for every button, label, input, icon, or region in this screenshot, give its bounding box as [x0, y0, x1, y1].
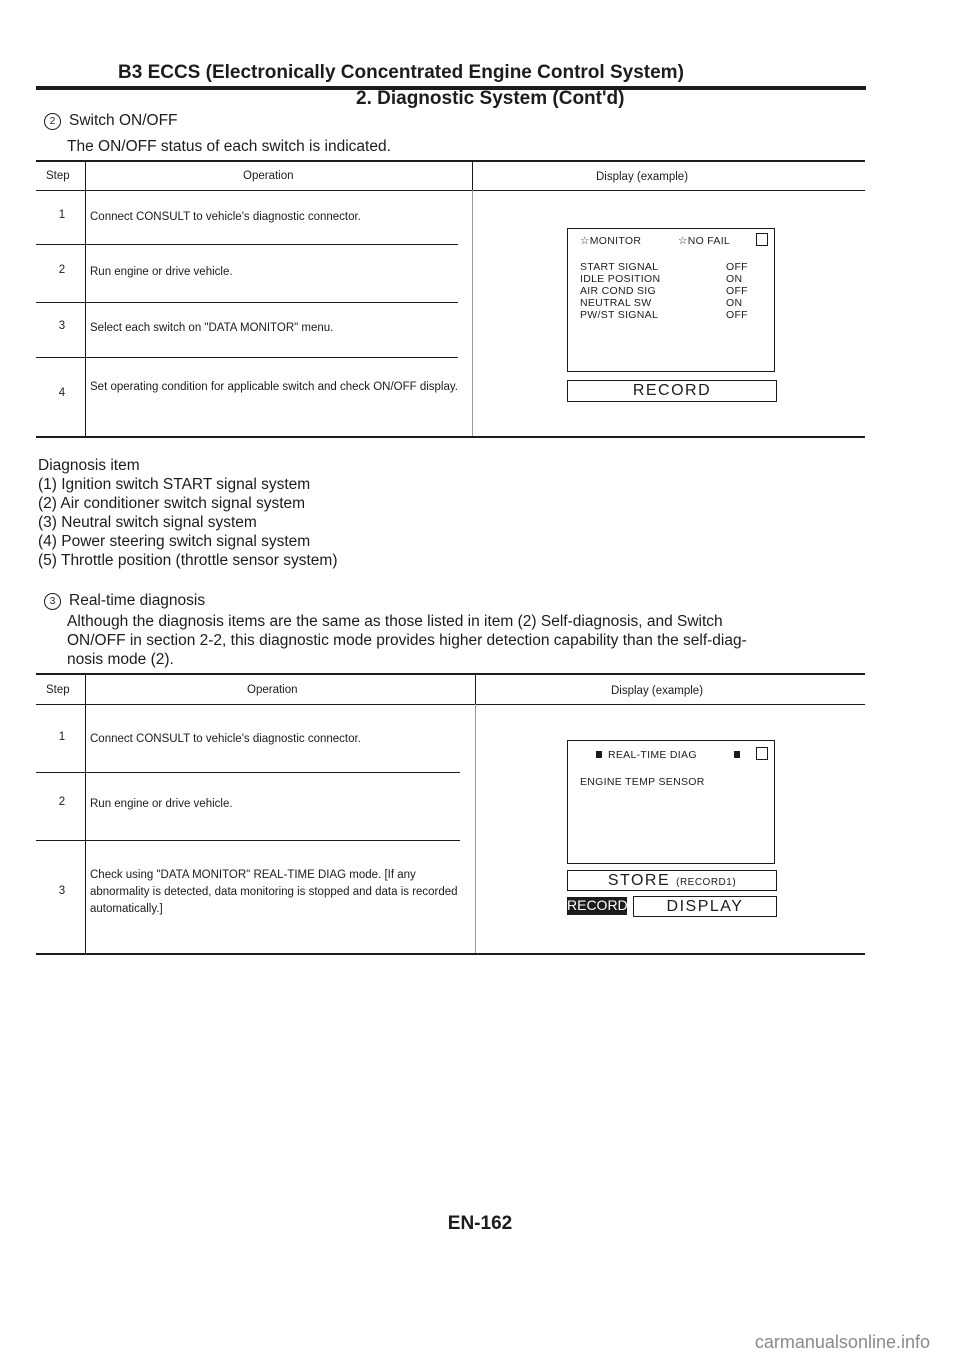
table-header-display: Display (example)	[596, 171, 689, 183]
step-number: 4	[58, 387, 66, 399]
step-number: 1	[58, 731, 66, 743]
diagnosis-item: (2) Air conditioner switch signal system	[38, 495, 306, 512]
table-header-display: Display (example)	[611, 685, 704, 697]
row-divider	[36, 302, 458, 303]
step-number: 3	[58, 885, 66, 897]
row-divider	[36, 840, 460, 841]
step-operation: Run engine or drive vehicle.	[90, 798, 233, 810]
col-divider-step	[85, 675, 86, 953]
monitor-item-value: OFF	[726, 309, 748, 321]
step-number: 3	[58, 320, 66, 332]
square-bullet-icon	[596, 751, 602, 758]
section-3-line: Although the diagnosis items are the same as those listed in item (2) Self-diagnosis, and Switch	[67, 613, 723, 630]
col-divider-display	[475, 704, 476, 953]
section-3-line: nosis mode (2).	[67, 651, 174, 668]
watermark: carmanualsonline.info	[754, 1332, 930, 1352]
diagnosis-item: (4) Power steering switch signal system	[38, 533, 311, 550]
step-operation: Set operating condition for applicable switch and check ON/OFF display.	[90, 381, 458, 393]
monitor-screen	[567, 228, 775, 372]
section-2-title-text: Switch ON/OFF	[69, 112, 178, 129]
realtime-header-label: REAL-TIME DIAG	[608, 749, 697, 761]
table-top-rule	[36, 160, 865, 162]
section-3-paragraph	[67, 612, 747, 669]
step-operation: Run engine or drive vehicle.	[90, 266, 233, 278]
table-header-rule	[36, 190, 865, 191]
square-bullet-icon	[734, 751, 740, 758]
realtime-item-label: ENGINE TEMP SENSOR	[580, 776, 705, 788]
table-header-rule	[36, 704, 865, 705]
table-header-operation: Operation	[247, 684, 298, 696]
section-2-description: The ON/OFF status of each switch is indicated.	[67, 138, 391, 155]
section-3-line: ON/OFF in section 2-2, this diagnostic mode provides higher detection capability than the self-diag-	[67, 632, 747, 649]
monitor-item-label: AIR COND SIG	[580, 285, 656, 297]
step-operation: Check using "DATA MONITOR" REAL-TIME DIAG mode. [If any abnormality is detected, data monitoring is stopped and data is recorded automatically.]	[90, 869, 458, 915]
display-button[interactable]: DISPLAY	[633, 896, 777, 917]
monitor-item-value: OFF	[726, 285, 748, 297]
step-operation: Connect CONSULT to vehicle's diagnostic connector.	[90, 733, 361, 745]
col-divider-display-header	[472, 162, 473, 190]
diagnosis-item: (1) Ignition switch START signal system	[38, 476, 311, 493]
table-top-rule	[36, 673, 865, 675]
monitor-item-label: NEUTRAL SW	[580, 297, 652, 309]
section-2-title	[44, 112, 178, 130]
realtime-screen	[567, 740, 775, 864]
section-3-title	[44, 592, 205, 610]
col-divider-step	[85, 162, 86, 436]
checkbox-icon[interactable]	[756, 233, 768, 246]
store-button-label: STORE	[607, 872, 671, 889]
table-header-operation: Operation	[243, 170, 294, 182]
monitor-item-label: PW/ST SIGNAL	[580, 309, 659, 321]
step-number: 2	[58, 264, 66, 276]
monitor-item-value: OFF	[726, 261, 748, 273]
col-divider-display	[472, 190, 473, 436]
step-number: 1	[58, 209, 66, 221]
page-number: EN-162	[447, 1213, 513, 1234]
monitor-item-value: ON	[726, 297, 743, 309]
store-button[interactable]	[567, 870, 777, 891]
diagnosis-title: Diagnosis item	[38, 457, 140, 474]
table-header-step: Step	[46, 684, 70, 696]
section-3-title-text: Real-time diagnosis	[69, 592, 206, 609]
no-fail-label: ☆NO FAIL	[678, 235, 731, 247]
monitor-item-label: IDLE POSITION	[580, 273, 661, 285]
store-button-sublabel: (RECORD1)	[676, 877, 737, 888]
table-bottom-rule	[36, 953, 865, 955]
diagnosis-item-list	[38, 456, 338, 570]
page-header-title: B3 ECCS (Electronically Concentrated Engine Control System)	[118, 62, 684, 83]
monitor-item-label: START SIGNAL	[580, 261, 659, 273]
step-operation: Connect CONSULT to vehicle's diagnostic connector.	[90, 211, 361, 223]
row-divider	[36, 772, 460, 773]
record-button[interactable]: RECORD	[567, 380, 777, 402]
circled-number-3: 3	[44, 593, 61, 610]
monitor-header-label: ☆MONITOR	[580, 235, 642, 247]
record2-button[interactable]: RECORD2	[567, 897, 636, 913]
diagnosis-item: (5) Throttle position (throttle sensor system)	[38, 552, 338, 569]
step-number: 2	[58, 796, 66, 808]
diagnosis-item: (3) Neutral switch signal system	[38, 514, 257, 531]
table-header-step: Step	[46, 170, 70, 182]
checkbox-icon[interactable]	[756, 747, 768, 760]
monitor-item-value: ON	[726, 273, 743, 285]
page-subtitle: 2. Diagnostic System (Cont'd)	[356, 88, 625, 109]
col-divider-display-header	[475, 675, 476, 704]
step-operation: Select each switch on "DATA MONITOR" menu.	[90, 322, 334, 334]
row-divider	[36, 244, 458, 245]
table-bottom-rule	[36, 436, 865, 438]
row-divider	[36, 357, 458, 358]
circled-number-2: 2	[44, 113, 61, 130]
